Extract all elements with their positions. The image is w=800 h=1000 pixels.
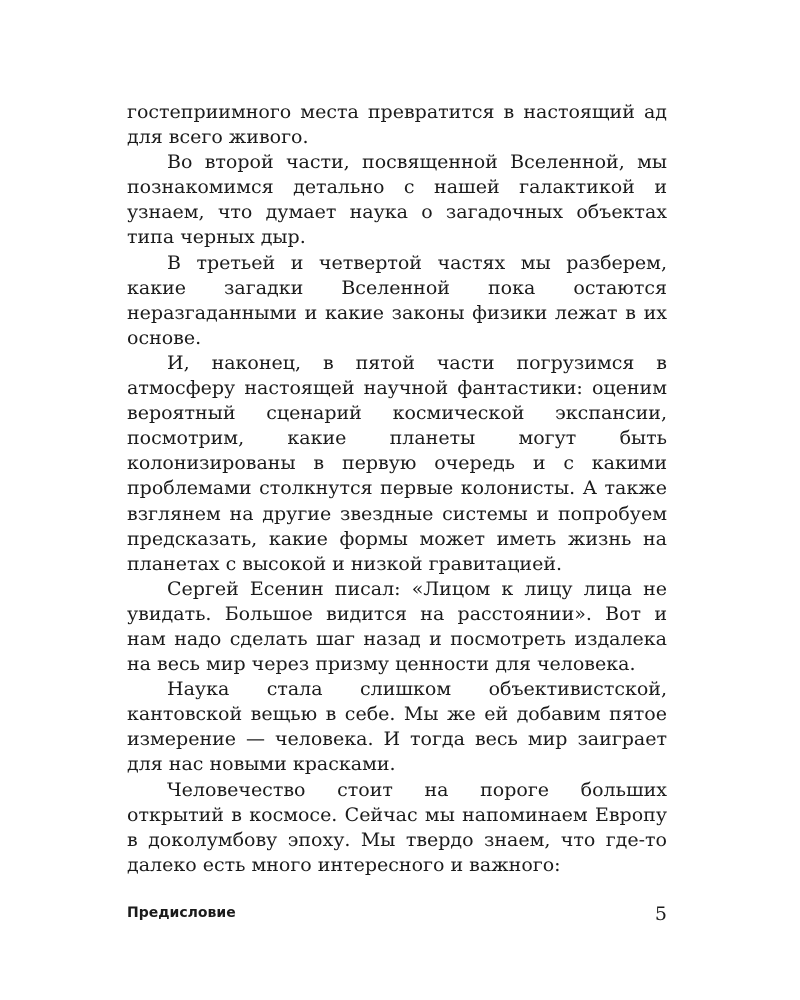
paragraph-continuation: гостеприимного места превратится в настоящий ад для всего живого. [127,101,667,149]
page-footer [127,903,667,933]
paragraph-third-fourth-parts: В третьей и четвертой частях мы разберем, какие загадки Вселенной пока остаются неразгаданными и какие законы физики лежат в их основе. [127,251,667,349]
paragraph-humanity: Человечество стоит на пороге больших открытий в космосе. Сейчас мы напоминаем Европу в доколумбову эпоху. Мы твердо знаем, что где-то далеко есть много интересного и важного: [127,778,667,876]
paragraph-science: Наука стала слишком объективистской, кантовской вещью в себе. Мы же ей добавим пятое измерение — человека. И тогда весь мир заиграет для нас новыми красками. [127,678,667,776]
page-number: 5 [654,903,667,925]
paragraph-fifth-part: И, наконец, в пятой части погрузимся в атмосферу настоящей научной фантастики: оценим вероятный сценарий космической экспансии, посмотрим, какие планеты могут быть колонизированы в первую очередь и с какими проблемами столкнутся первые колонисты. А также взглянем на другие звездные системы и попробуем предсказать, какие формы может иметь жизнь на планетах с высокой и низкой гравитацией. [127,351,667,575]
paragraph-esenin-quote: Сергей Есенин писал: «Лицом к лицу лица не увидать. Большое видится на расстоянии». Вот и нам надо сделать шаг назад и посмотреть издалека на весь мир через призму ценности для человека. [127,577,667,676]
running-footer-title: Предисловие [127,905,236,921]
paragraph-second-part: Во второй части, посвященной Вселенной, мы познакомимся детально с нашей галактикой и узнаем, что думает наука о загадочных объектах типа черных дыр. [127,151,667,249]
body-text [127,100,667,878]
